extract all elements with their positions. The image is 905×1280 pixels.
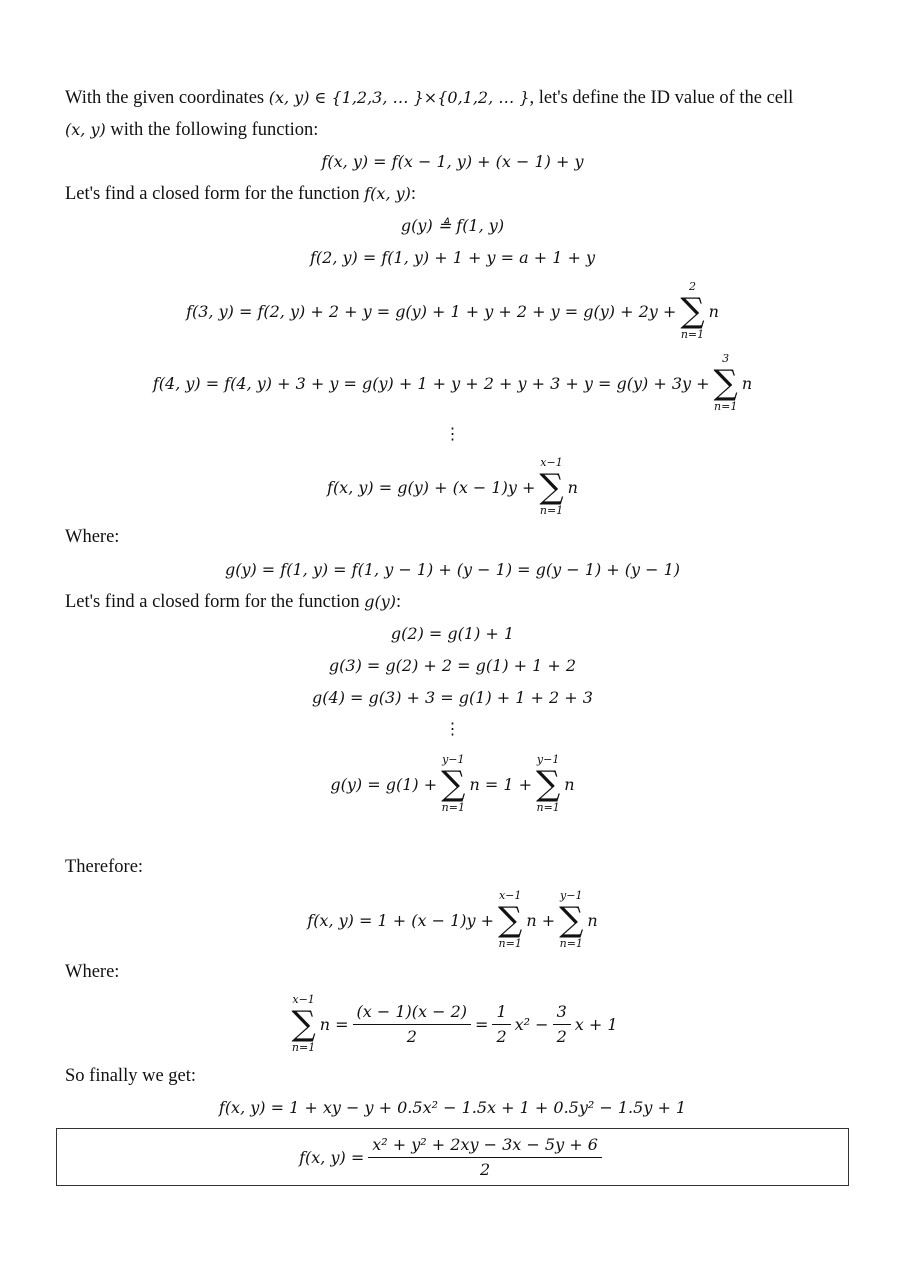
fraction <box>492 1002 510 1047</box>
intro-text-1: With the given coordinates <box>65 88 269 108</box>
vertical-ellipsis: ⋮ <box>444 719 461 738</box>
equation-final-lhs: f(x, y) = <box>299 1147 365 1167</box>
equation-g2: g(2) = g(1) + 1 <box>390 624 515 643</box>
fraction-denominator: 2 <box>406 1026 417 1046</box>
equation-g-general-mid: n = 1 + <box>469 774 532 794</box>
sum-term: n <box>587 910 598 930</box>
fraction-numerator: 1 <box>492 1002 510 1025</box>
therefore-label: Therefore: <box>65 857 144 877</box>
equation-f-combined-lhs: f(x, y) = 1 + (x − 1)y + <box>307 910 495 930</box>
equation-g-general-lhs: g(y) = g(1) + <box>330 774 438 794</box>
sum-lower-limit: n=1 <box>498 937 522 950</box>
finally-label: So finally we get: <box>65 1066 197 1086</box>
intro-line-1 <box>65 87 793 109</box>
equation-f4 <box>0 348 905 418</box>
equals-sign: = <box>475 1014 489 1034</box>
equation-g-general <box>0 749 905 819</box>
equation-g-definition: g(y) ≜ f(1, y) <box>400 216 505 235</box>
fraction-denominator: 2 <box>556 1026 567 1046</box>
sum-lower-limit: n=1 <box>539 504 564 517</box>
equation-expanded: f(x, y) = 1 + xy − y + 0.5x² − 1.5x + 1 + 0.5y² − 1.5y + 1 <box>218 1098 687 1117</box>
sum-lower-limit: n=1 <box>441 801 465 814</box>
sum-term: n <box>564 774 575 794</box>
vertical-ellipsis: ⋮ <box>444 424 461 443</box>
fraction-denominator: 2 <box>479 1159 491 1179</box>
closed-form-f-colon: : <box>410 184 417 204</box>
sum-lower-limit: n=1 <box>680 328 705 341</box>
equation-recurrence: f(x, y) = f(x − 1, y) + (x − 1) + y <box>321 152 584 171</box>
sum-upper-limit: x−1 <box>540 456 563 469</box>
summation: y−1 ∑ n=1 <box>559 889 584 950</box>
closed-form-f-heading <box>65 183 416 205</box>
equation-f-combined-mid: n + <box>526 910 556 930</box>
sum-lower-limit: n=1 <box>291 1041 316 1054</box>
sum-term: n <box>708 301 719 321</box>
sum-term: n <box>567 477 578 497</box>
equation-g4: g(4) = g(3) + 3 = g(1) + 1 + 2 + 3 <box>312 688 593 707</box>
intro-text-3: with the following function: <box>105 120 319 140</box>
sum-lower-limit: n=1 <box>714 400 738 413</box>
sum-upper-limit: x−1 <box>498 889 522 902</box>
sum-upper-limit: y−1 <box>536 753 560 766</box>
closed-form-g-heading <box>65 591 401 613</box>
sum-lower-limit: n=1 <box>559 937 583 950</box>
where-label-2: Where: <box>65 962 120 982</box>
sum-upper-limit: y−1 <box>560 889 583 902</box>
closed-form-f-text: Let's find a closed form for the function <box>65 184 365 204</box>
cell-symbol: (x, y) <box>65 120 106 139</box>
fraction <box>553 1002 571 1047</box>
summation: 3 ∑ n=1 <box>713 352 738 413</box>
summation: x−1 ∑ n=1 <box>498 889 523 950</box>
summation: x−1 ∑ n=1 <box>539 456 564 517</box>
closed-form-g-text: Let's find a closed form for the function <box>65 592 365 612</box>
fraction <box>368 1135 602 1180</box>
sum-upper-limit: y−1 <box>442 753 465 766</box>
equation-f-combined <box>0 885 905 955</box>
summation: x−1 ∑ n=1 <box>291 993 316 1054</box>
where-label-1: Where: <box>65 527 120 547</box>
closed-form-f-symbol: f(x, y) <box>364 184 411 203</box>
coordinate-set: (x, y) ∈ {1,2,3, … }×{0,1,2, … } <box>268 88 530 107</box>
fraction <box>353 1002 472 1047</box>
closed-form-g-symbol: g(y) <box>364 592 397 611</box>
sum-lower-limit: n=1 <box>536 801 560 814</box>
polynomial-part: x² − <box>514 1014 549 1034</box>
equation-f-general <box>0 452 905 522</box>
equation-sum-formula <box>0 989 905 1059</box>
equation-f2: f(2, y) = f(1, y) + 1 + y = a + 1 + y <box>309 248 596 267</box>
sum-upper-limit: 2 <box>688 280 696 293</box>
sum-term: n = <box>319 1014 349 1034</box>
equation-f-general-lhs: f(x, y) = g(y) + (x − 1)y + <box>327 477 536 497</box>
equation-g-recurrence: g(y) = f(1, y) = f(1, y − 1) + (y − 1) = g(y − 1) + (y − 1) <box>224 560 681 579</box>
equation-f4-lhs: f(4, y) = f(4, y) + 3 + y = g(y) + 1 + y + 2 + y + 3 + y = g(y) + 3y + <box>152 373 710 393</box>
summation: y−1 ∑ n=1 <box>536 753 561 814</box>
fraction-denominator: 2 <box>496 1026 507 1046</box>
sum-upper-limit: x−1 <box>292 993 315 1006</box>
summation: 2 ∑ n=1 <box>680 280 705 341</box>
equation-final <box>0 1124 905 1190</box>
equation-f3 <box>0 276 905 346</box>
equation-f3-lhs: f(3, y) = f(2, y) + 2 + y = g(y) + 1 + y + 2 + y = g(y) + 2y + <box>186 301 677 321</box>
sum-term: n <box>741 373 753 393</box>
intro-text-2: , let's define the ID value of the cell <box>529 88 794 108</box>
equation-g3: g(3) = g(2) + 2 = g(1) + 1 + 2 <box>328 656 577 675</box>
closed-form-g-colon: : <box>396 592 402 612</box>
polynomial-part: x + 1 <box>574 1014 618 1034</box>
fraction-numerator: x² + y² + 2xy − 3x − 5y + 6 <box>368 1135 602 1158</box>
fraction-numerator: (x − 1)(x − 2) <box>353 1002 472 1025</box>
intro-line-2 <box>65 119 318 141</box>
fraction-numerator: 3 <box>553 1002 571 1025</box>
summation: y−1 ∑ n=1 <box>441 753 466 814</box>
sum-upper-limit: 3 <box>722 352 730 365</box>
